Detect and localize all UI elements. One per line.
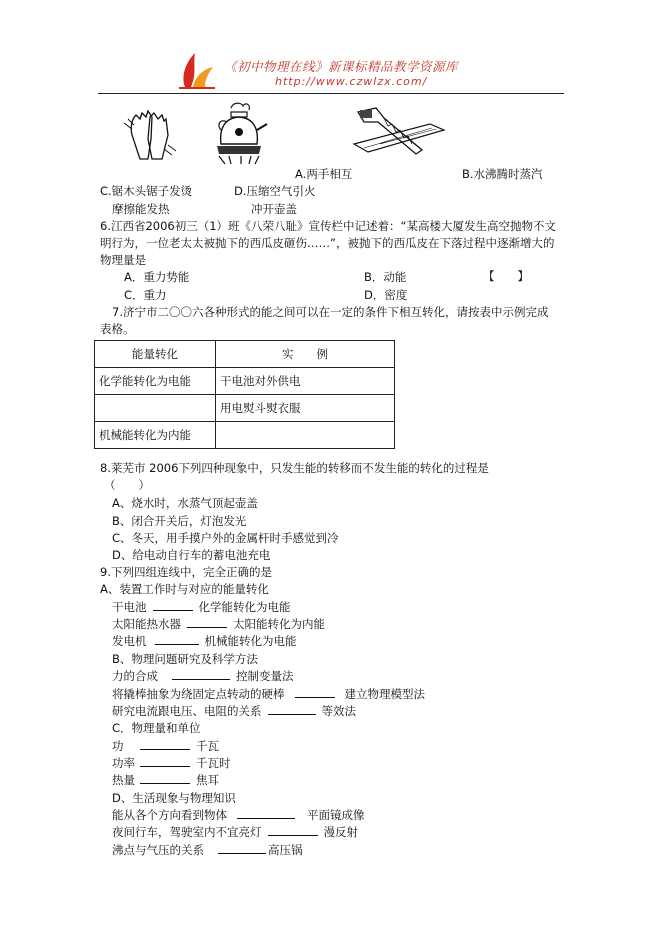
- q6-option-d: D．密度: [364, 288, 408, 302]
- q9-d-pair-1: [112, 807, 365, 823]
- pair-right: 高压锅: [268, 843, 303, 857]
- pair-right: 漫反射: [323, 825, 358, 839]
- table-cell: [95, 395, 216, 422]
- q7-stem-line2: 表格。: [100, 322, 135, 336]
- q8-stem-line1: 8.莱芜市 2006下列四种现象中，只发生能的转移而不发生能的转化的过程是: [100, 461, 489, 475]
- pair-right: 机械能转化为电能: [204, 634, 297, 648]
- pair-right: 千瓦: [196, 739, 219, 753]
- q8-answer-bracket: （ ）: [104, 478, 150, 492]
- pair-left: 将撬棒抽象为绕固定点转动的硬棒: [112, 687, 285, 701]
- q8-option-b: B、闭合开关后，灯泡发光: [112, 514, 247, 528]
- q9-group-a-title: A、装置工作时与对应的能量转化: [100, 582, 269, 596]
- q9-b-pair-2: [112, 686, 425, 702]
- q5-option-d: D.压缩空气引火: [234, 184, 316, 198]
- q9-group-b-title: B、物理问题研究及科学方法: [112, 652, 258, 666]
- match-line: [268, 825, 318, 836]
- q9-c-pair-1: [112, 738, 219, 754]
- q9-stem: 9.下列四组连线中，完全正确的是: [100, 565, 272, 579]
- q7-stem-line1: 7.济宁市二〇〇六各种形式的能之间可以在一定的条件下相互转化，请按表中示例完成: [112, 305, 549, 319]
- q9-a-pair-3: [112, 633, 297, 649]
- q9-d-pair-2: [112, 824, 358, 840]
- rubbing-hands-image: [118, 105, 180, 163]
- match-line: [268, 704, 316, 715]
- table-row: [95, 395, 395, 422]
- energy-conversion-table: [94, 340, 395, 449]
- q5-option-c: C.锯木头锯子发烫: [100, 184, 193, 198]
- q9-group-c-title: C．物理量和单位: [112, 721, 201, 735]
- table-cell: 用电熨斗熨衣服: [216, 395, 395, 422]
- q5-option-b-cont: 冲开壶盖: [251, 202, 297, 216]
- pair-left: 太阳能热水器: [112, 617, 181, 631]
- q5-option-b: B.水沸腾时蒸汽: [462, 167, 543, 181]
- table-row: [95, 368, 395, 395]
- pair-right: 化学能转化为电能: [198, 600, 291, 614]
- q8-option-c: C、冬天，用手摸户外的金属杆时手感觉到冷: [112, 531, 339, 545]
- q8-option-d: D、给电动自行车的蓄电池充电: [112, 548, 271, 562]
- pair-left: 发电机: [112, 634, 147, 648]
- table-header-cell: 实 例: [216, 341, 395, 368]
- table-cell: 机械能转化为内能: [95, 422, 216, 449]
- q6-stem-line1: 6.江西省2006初三（1）班《八荣八耻》宣传栏中记述着：“某高楼大厦发生高空抛物不文: [100, 219, 557, 233]
- q9-c-pair-2: [112, 755, 231, 771]
- match-line: [155, 634, 199, 645]
- table-header-cell: 能量转化: [95, 341, 216, 368]
- pair-left: 沸点与气压的关系: [112, 843, 204, 857]
- q9-b-pair-3: [112, 703, 356, 719]
- q5-option-a-cont: 摩擦能发热: [112, 202, 170, 216]
- q9-a-pair-2: [112, 616, 325, 632]
- pair-left: 功: [112, 739, 124, 753]
- q6-answer-bracket: 【 】: [483, 269, 529, 283]
- match-line: [153, 600, 193, 611]
- q6-stem-line3: 物理量是: [100, 253, 146, 267]
- pair-right: 平面镜成像: [307, 808, 365, 822]
- q9-group-d-title: D、生活现象与物理知识: [112, 791, 236, 805]
- match-line: [295, 687, 335, 698]
- pair-right: 焦耳: [196, 773, 219, 787]
- table-header-row: [95, 341, 395, 368]
- match-line: [140, 773, 190, 784]
- table-cell: 干电池对外供电: [216, 368, 395, 395]
- saw-wood-image: [350, 104, 446, 160]
- pair-right: 建立物理模型法: [344, 687, 425, 701]
- pair-right: 千瓦时: [196, 756, 231, 770]
- boiling-kettle-image: [211, 100, 269, 166]
- pair-left: 研究电流跟电压、电阻的关系: [112, 704, 262, 718]
- q6-option-b: B．动能: [364, 270, 407, 284]
- pair-right: 等效法: [321, 704, 356, 718]
- table-cell: 化学能转化为电能: [95, 368, 216, 395]
- match-line: [140, 739, 190, 750]
- table-cell: [216, 422, 395, 449]
- q5-option-a: A.两手相互: [295, 167, 353, 181]
- q8-option-a: A、烧水时，水蒸气顶起壶盖: [112, 496, 258, 510]
- logo-icon: [175, 47, 219, 91]
- pair-left: 能从各个方向看到物体: [112, 808, 227, 822]
- match-line: [187, 617, 227, 628]
- match-line: [140, 756, 190, 767]
- pair-right: 控制变量法: [236, 669, 294, 683]
- pair-left: 干电池: [112, 600, 147, 614]
- header-url[interactable]: http://www.czwlzx.com/: [275, 75, 428, 88]
- q6-option-c: C．重力: [124, 288, 167, 302]
- header-title: 《初中物理在线》新课标精品教学资源库: [224, 59, 459, 74]
- pair-right: 太阳能转化为内能: [233, 617, 325, 631]
- pair-left: 夜间行车，驾驶室内不宜亮灯: [112, 825, 262, 839]
- q9-d-pair-3: [112, 842, 303, 858]
- q9-a-pair-1: [112, 599, 291, 615]
- q9-b-pair-1: [112, 668, 294, 684]
- table-row: [95, 422, 395, 449]
- q6-option-a: A．重力势能: [124, 270, 190, 284]
- match-line: [218, 843, 266, 854]
- pair-left: 力的合成: [112, 669, 158, 683]
- header-rule: [98, 93, 564, 94]
- pair-left: 热量: [112, 773, 135, 787]
- pair-left: 功率: [112, 756, 135, 770]
- q6-stem-line2: 明行为，一位老太太被抛下的西瓜皮砸伤……”，被抛下的西瓜皮在下落过程中逐渐增大的: [100, 236, 555, 250]
- match-line: [172, 669, 230, 680]
- q9-c-pair-3: [112, 772, 219, 788]
- match-line: [237, 808, 295, 819]
